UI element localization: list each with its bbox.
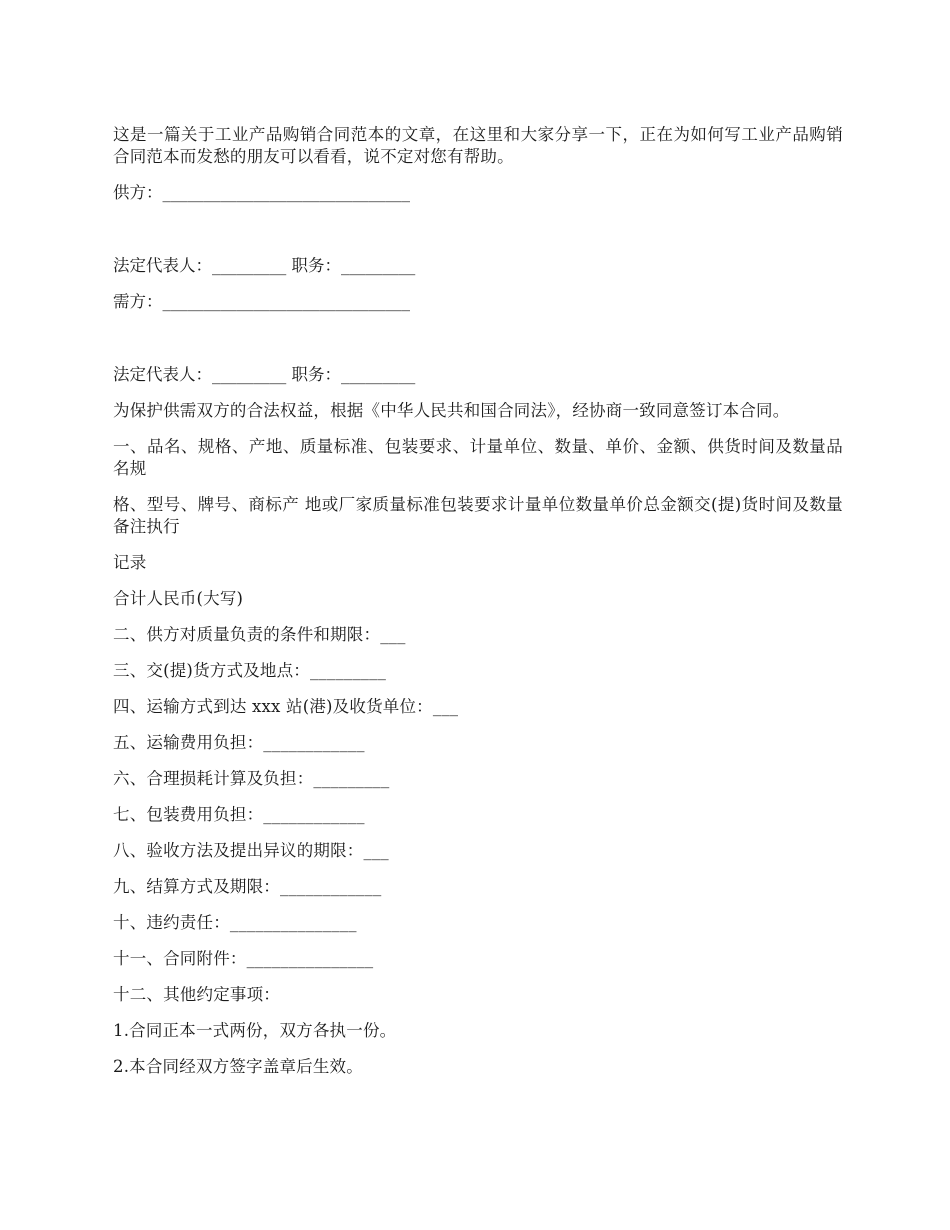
spacer <box>113 218 843 255</box>
clause-5: 五、运输费用负担：____________ <box>113 733 365 752</box>
record-line: 记录 <box>113 553 147 572</box>
intro-paragraph: 这是一篇关于工业产品购销合同范本的文章，在这里和大家分享一下，正在为如何写工业产品购销合同范本而发愁的朋友可以看看，说不定对您有帮助。 <box>113 125 843 166</box>
clause-6: 六、合理损耗计算及负担：_________ <box>113 769 390 788</box>
clause-1-continued: 格、型号、牌号、商标产 地或厂家质量标准包装要求计量单位数量单价总金额交(提)货时间及数量备注执行 <box>113 495 843 536</box>
clause-2: 二、供方对质量负责的条件和期限：___ <box>113 625 406 644</box>
clause-3: 三、交(提)货方式及地点：_________ <box>113 661 387 680</box>
spacer <box>113 327 843 364</box>
preamble-paragraph: 为保护供需双方的合法权益，根据《中华人民共和国合同法》，经协商一致同意签订本合同。 <box>113 401 790 420</box>
clause-12: 十二、其他约定事项： <box>113 985 280 1004</box>
supplier-line: 供方：______________________________ <box>113 183 410 202</box>
supplier-representative-line: 法定代表人：_________ 职务：_________ <box>113 256 416 275</box>
clause-4: 四、运输方式到达 xxx 站(港)及收货单位：___ <box>113 697 459 716</box>
clause-8: 八、验收方法及提出异议的期限：___ <box>113 841 389 860</box>
clause-1-paragraph <box>113 436 843 480</box>
total-line: 合计人民币(大写) <box>113 589 244 608</box>
clause-1-text: 一、品名、规格、产地、质量标准、包装要求、计量单位、数量、单价、金额、供货时间及数量品名规 <box>113 437 843 478</box>
document-page <box>113 124 843 1092</box>
sub-item-1: 1.合同正本一式两份，双方各执一份。 <box>113 1021 397 1040</box>
buyer-line: 需方：______________________________ <box>113 292 410 311</box>
clause-7: 七、包装费用负担：____________ <box>113 805 365 824</box>
clause-9: 九、结算方式及期限：____________ <box>113 877 382 896</box>
sub-item-2: 2.本合同经双方签字盖章后生效。 <box>113 1057 363 1076</box>
clause-10: 十、违约责任：_______________ <box>113 913 357 932</box>
buyer-representative-line: 法定代表人：_________ 职务：_________ <box>113 365 416 384</box>
clause-11: 十一、合同附件：_______________ <box>113 949 374 968</box>
